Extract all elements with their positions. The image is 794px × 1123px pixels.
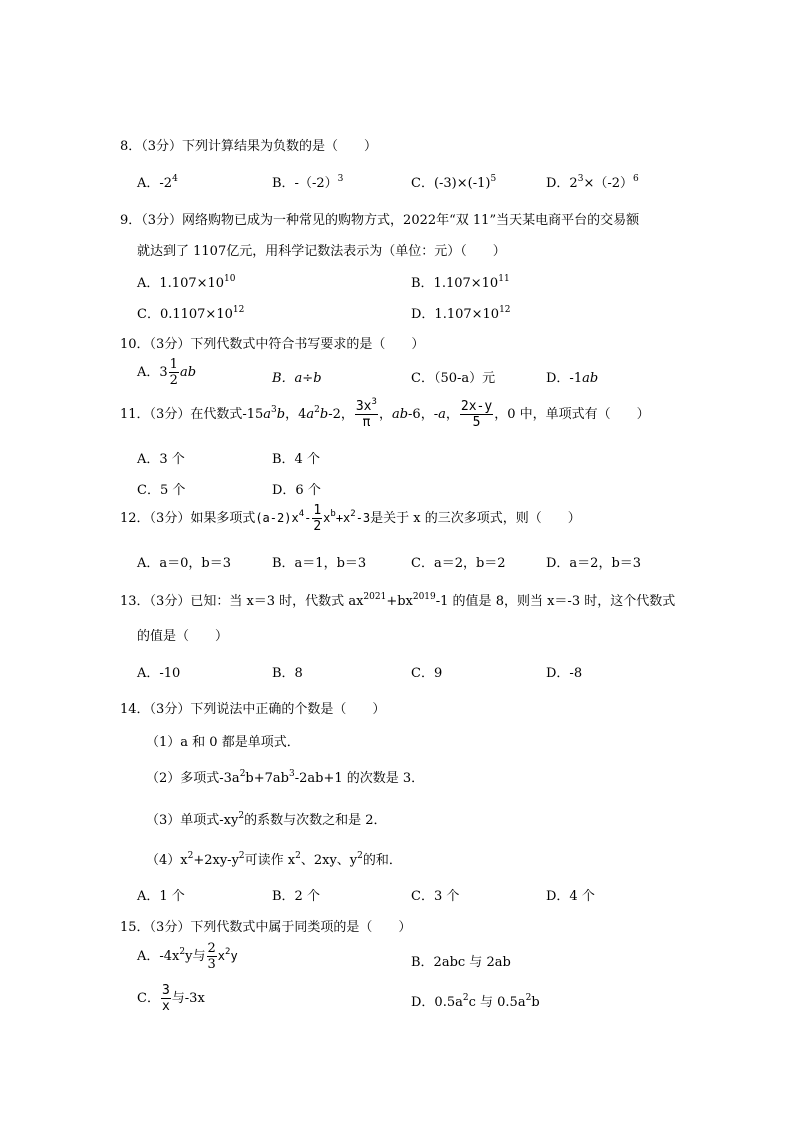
question-10-option-d[interactable]: D．-1ab (546, 371, 599, 386)
question-15-option-c[interactable]: C． $\frac{3}{x}$ 与-3x (137, 983, 205, 1014)
question-14-option-c[interactable]: C．3 个 (411, 889, 460, 904)
question-9-option-b[interactable]: B．$1.107\times 10^{11}$ (411, 274, 510, 291)
polynomial-expression: $(a-2)x^4-$ $\frac{1}{2}$ $x^b+x^2-3$ (255, 503, 371, 534)
question-10-stem: 10．（3分）下列代数式中符合书写要求的是（ ） (120, 337, 425, 352)
question-13-option-b[interactable]: B．8 (272, 666, 303, 681)
question-14-statement-4: $(4)x^2+2xy-y^2$可读作 $x^2$、2xy、$y^2$的和． (146, 851, 402, 868)
question-9-stem-line2: 就达到了 1107亿元，用科学记数法表示为（单位：元）（ ） (137, 244, 506, 259)
question-11-option-b[interactable]: B．4 个 (272, 452, 320, 467)
question-13-option-d[interactable]: D．-8 (546, 666, 583, 681)
question-14-statement-1: （1）a 和 0 都是单项式． (146, 735, 300, 750)
question-12-option-b[interactable]: B．a＝1，b＝3 (272, 556, 367, 571)
question-15-stem: 15．（3分）下列代数式中属于同类项的是（ ） (120, 920, 412, 935)
question-8-option-c[interactable]: C．$(-3)\times(-1)^5$ (411, 174, 497, 191)
question-13-stem-line2: 的值是（ ） (137, 629, 229, 644)
question-9-option-c[interactable]: C．$0.1107\times 10^{12}$ (137, 305, 245, 322)
fraction-3x3-over-pi: $\frac{3x^3}{\pi}$ (355, 397, 377, 430)
question-11-option-a[interactable]: A．3 个 (137, 452, 185, 467)
question-12-option-a[interactable]: A．a＝0，b＝3 (137, 556, 232, 571)
question-15-option-a[interactable]: A．$-4x^2y$与 $\frac{2}{3}$ $x^2y$ (137, 941, 238, 972)
question-11-option-d[interactable]: D．6 个 (272, 483, 321, 498)
question-14-statement-3: （3）单项式$-xy^2$的系数与次数之和是 2． (146, 811, 387, 828)
question-11-option-c[interactable]: C．5 个 (137, 483, 186, 498)
mixed-fraction: $\frac{1}{2}$ (169, 357, 178, 388)
question-14-option-b[interactable]: B．2 个 (272, 889, 320, 904)
question-8-option-b[interactable]: B．$-(-2)^3$ (272, 174, 344, 191)
question-14-statement-2: （2）多项式$-3a^2b+7ab^3-2ab+1$ 的次数是 3． (146, 769, 425, 786)
question-10-option-c[interactable]: C．（50-a）元 (411, 371, 496, 386)
question-8-stem: 8．（3分）下列计算结果为负数的是（ ） (120, 139, 378, 154)
question-10-option-a[interactable]: A．3 $\frac{1}{2}$ ab (137, 357, 197, 388)
question-12-stem: 12．（3分）如果多项式$(a-2)x^4-$ $\frac{1}{2}$ $x^b+x^2-3$是关于 x 的三次多项式，则（ ） (120, 503, 581, 534)
question-12-option-d[interactable]: D．a＝2，b＝3 (546, 556, 642, 571)
question-9-option-a[interactable]: A．$1.107\times 10^{10}$ (137, 274, 236, 291)
question-13-stem-line1: 13．（3分）已知：当 x＝3 时，代数式 $ax^{2021}+bx^{2019}-1$ 的值是 8，则当 x＝-3 时，这个代数式 (120, 592, 676, 609)
question-9-option-d[interactable]: D．$1.107\times 10^{12}$ (411, 305, 511, 322)
question-14-stem: 14．（3分）下列说法中正确的个数是（ ） (120, 702, 386, 717)
question-12-option-c[interactable]: C．a＝2，b＝2 (411, 556, 506, 571)
fraction-2x-y-over-5: $\frac{2x-y}{5}$ (460, 399, 493, 430)
question-13-option-c[interactable]: C．9 (411, 666, 443, 681)
question-14-option-a[interactable]: A．1 个 (137, 889, 185, 904)
question-8-option-a[interactable]: A．$-2^4$ (137, 174, 178, 191)
question-10-option-b[interactable]: B．a÷b (272, 371, 322, 386)
question-11-stem: 11．（3分）在代数式$-15a^3b$，$4a^2b-2$， $\frac{3x^3}{\pi}$ ，ab-6，-a， $\frac{2x-y}{5}$ ，0 中，单项式有（ ） (120, 397, 650, 430)
question-14-option-d[interactable]: D．4 个 (546, 889, 595, 904)
question-9-stem-line1: 9．（3分）网络购物已成为一种常见的购物方式，2022年“双 11”当天某电商平台的交易额 (120, 213, 640, 228)
question-13-option-a[interactable]: A．-10 (137, 666, 181, 681)
question-15-option-b[interactable]: B．2abc 与 2ab (411, 955, 511, 970)
question-15-option-d[interactable]: D．$0.5a^2c$ 与 $0.5a^2b$ (411, 993, 540, 1010)
question-8-option-d[interactable]: D．$2^3\times(-2)^6$ (546, 174, 639, 191)
